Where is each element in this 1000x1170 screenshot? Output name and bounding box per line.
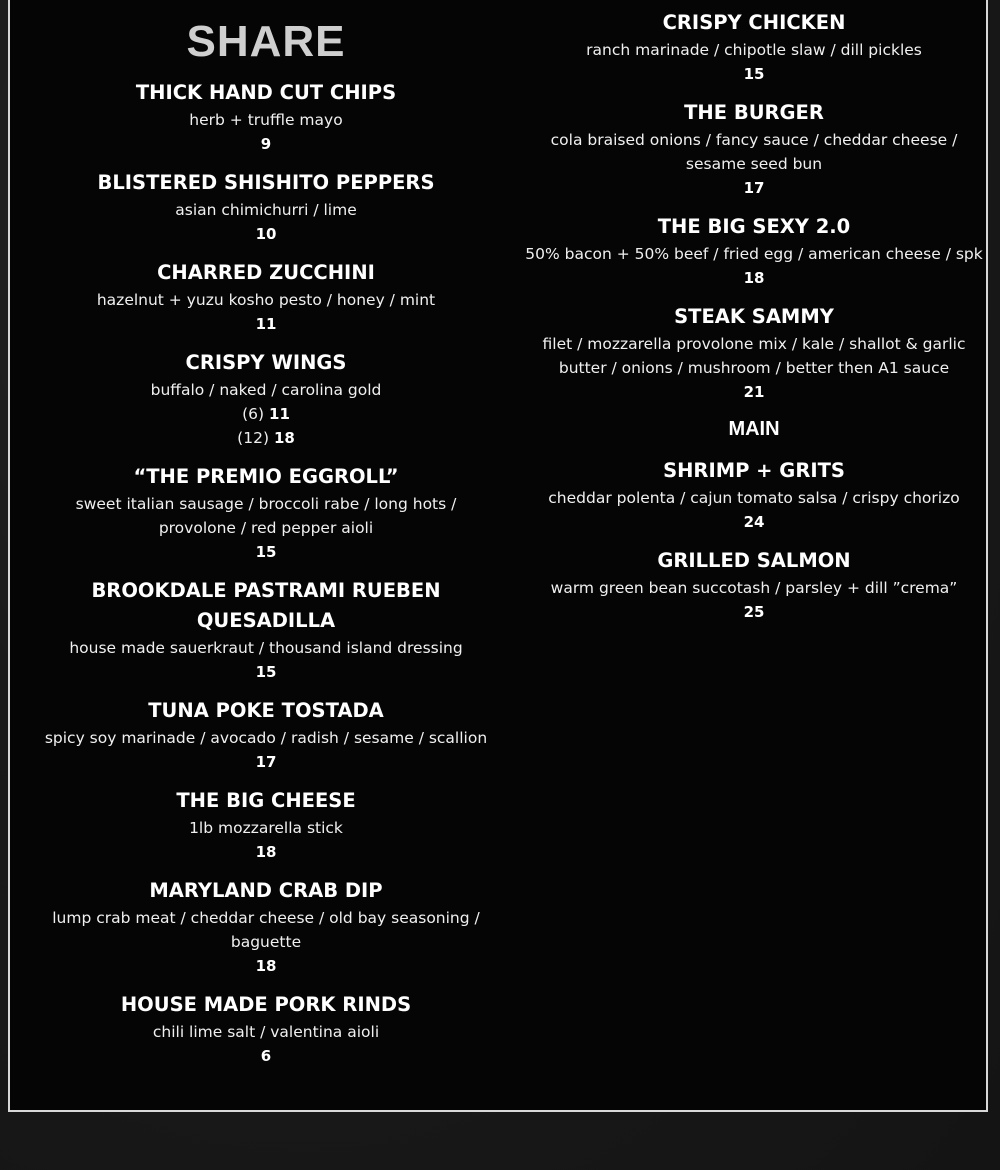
item-price: 10 bbox=[255, 225, 277, 243]
menu-item bbox=[26, 990, 506, 1068]
menu-item bbox=[514, 98, 994, 200]
menu-item bbox=[514, 8, 994, 86]
option-label: (12) bbox=[237, 429, 269, 447]
item-description: sweet italian sausage / broccoli rabe / long hots / bbox=[75, 495, 457, 513]
item-price: 15 bbox=[743, 65, 765, 83]
menu-item bbox=[26, 78, 506, 156]
item-description: chili lime salt / valentina aioli bbox=[152, 1023, 380, 1041]
item-description: hazelnut + yuzu kosho pesto / honey / mint bbox=[96, 291, 436, 309]
menu-panel bbox=[8, 0, 988, 1112]
item-description: asian chimichurri / lime bbox=[175, 201, 357, 219]
menu-item bbox=[514, 456, 994, 534]
item-price: 11 bbox=[255, 315, 277, 333]
share-column bbox=[26, 0, 506, 1068]
item-name: “THE PREMIO EGGROLL” bbox=[133, 465, 399, 488]
item-name: BROOKDALE PASTRAMI RUEBEN bbox=[91, 579, 441, 602]
item-description: butter / onions / mushroom / better then A1 sauce bbox=[558, 359, 950, 377]
item-price: 18 bbox=[255, 957, 277, 975]
menu-item bbox=[26, 168, 506, 246]
menu-item bbox=[26, 576, 506, 684]
item-description: 1lb mozzarella stick bbox=[189, 819, 343, 837]
item-description: sesame seed bun bbox=[685, 155, 823, 173]
option-label: (6) bbox=[242, 405, 265, 423]
item-description: buffalo / naked / carolina gold bbox=[150, 381, 382, 399]
item-name: TUNA POKE TOSTADA bbox=[148, 699, 384, 722]
menu-item bbox=[26, 696, 506, 774]
item-description: cheddar polenta / cajun tomato salsa / crispy chorizo bbox=[548, 489, 960, 507]
item-name: BLISTERED SHISHITO PEPPERS bbox=[97, 171, 435, 194]
menu-item bbox=[514, 212, 994, 290]
menu-item bbox=[514, 302, 994, 404]
item-description: cola braised onions / fancy sauce / cheddar cheese / bbox=[550, 131, 958, 149]
option-price: 18 bbox=[273, 429, 295, 447]
item-price: 18 bbox=[743, 269, 765, 287]
item-price: 17 bbox=[255, 753, 277, 771]
menu-item bbox=[514, 546, 994, 624]
item-description: herb + truffle mayo bbox=[189, 111, 343, 129]
item-name: GRILLED SALMON bbox=[657, 549, 851, 572]
item-description: spicy soy marinade / avocado / radish / sesame / scallion bbox=[44, 729, 488, 747]
item-price: 17 bbox=[743, 179, 765, 197]
item-name: THE BIG SEXY 2.0 bbox=[657, 215, 851, 238]
item-description: 50% bacon + 50% beef / fried egg / american cheese / spk bbox=[525, 245, 983, 263]
item-name: CRISPY CHICKEN bbox=[662, 11, 846, 34]
item-description: warm green bean succotash / parsley + dill ”crema” bbox=[550, 579, 958, 597]
menu-item bbox=[26, 786, 506, 864]
item-price: 6 bbox=[260, 1047, 272, 1065]
item-name: QUESADILLA bbox=[196, 609, 336, 632]
item-name: MARYLAND CRAB DIP bbox=[149, 879, 383, 902]
item-name: THE BIG CHEESE bbox=[176, 789, 356, 812]
menu-item bbox=[26, 876, 506, 978]
item-price: 24 bbox=[743, 513, 765, 531]
item-name: THICK HAND CUT CHIPS bbox=[135, 81, 397, 104]
item-price: 18 bbox=[255, 843, 277, 861]
item-price: 25 bbox=[743, 603, 765, 621]
item-option bbox=[26, 402, 506, 426]
item-name: SHRIMP + GRITS bbox=[663, 459, 845, 482]
section-title-share: SHARE bbox=[186, 17, 346, 66]
item-price: 21 bbox=[743, 383, 765, 401]
right-column bbox=[514, 0, 994, 624]
item-description: baguette bbox=[230, 933, 302, 951]
item-name: CHARRED ZUCCHINI bbox=[157, 261, 375, 284]
item-price: 15 bbox=[255, 543, 277, 561]
item-description: house made sauerkraut / thousand island dressing bbox=[69, 639, 463, 657]
item-name: STEAK SAMMY bbox=[674, 305, 834, 328]
item-option bbox=[26, 426, 506, 450]
option-price: 11 bbox=[269, 405, 290, 423]
item-description: filet / mozzarella provolone mix / kale / shallot & garlic bbox=[542, 335, 966, 353]
item-price: 15 bbox=[255, 663, 277, 681]
menu-item bbox=[26, 348, 506, 450]
item-description: ranch marinade / chipotle slaw / dill pickles bbox=[586, 41, 922, 59]
menu-item bbox=[26, 258, 506, 336]
item-price: 9 bbox=[260, 135, 272, 153]
item-name: HOUSE MADE PORK RINDS bbox=[120, 993, 412, 1016]
section-title-main: MAIN bbox=[728, 418, 780, 440]
item-description: lump crab meat / cheddar cheese / old bay seasoning / bbox=[52, 909, 480, 927]
item-description: provolone / red pepper aioli bbox=[158, 519, 374, 537]
item-name: CRISPY WINGS bbox=[185, 351, 347, 374]
item-name: THE BURGER bbox=[684, 101, 824, 124]
menu-item bbox=[26, 462, 506, 564]
